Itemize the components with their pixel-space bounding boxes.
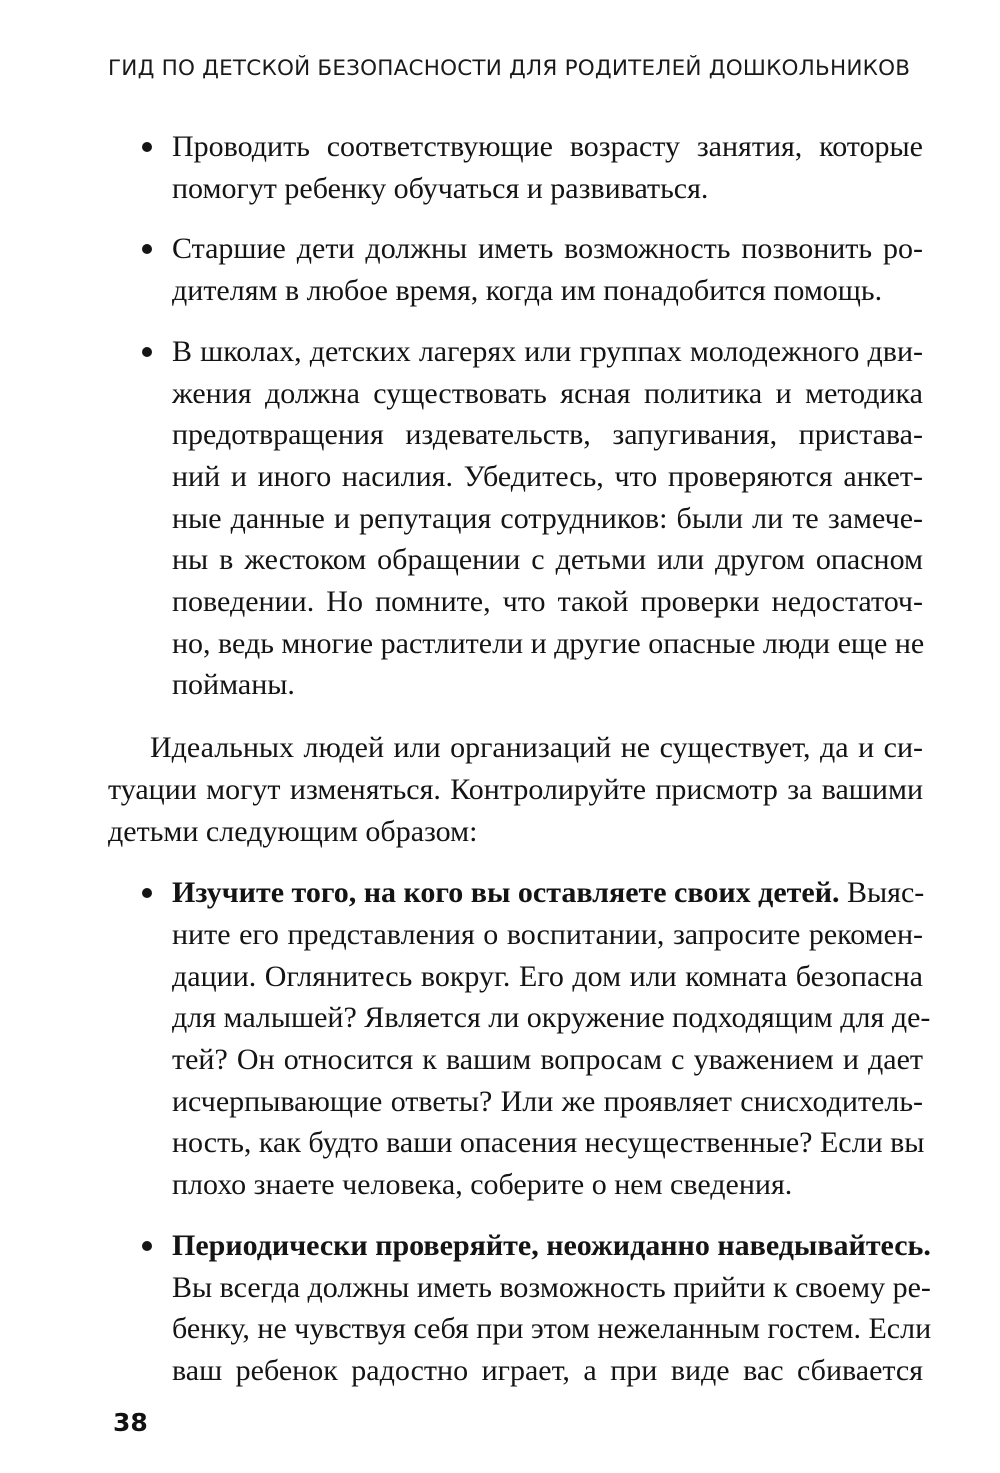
text-line: ность, как будто ваши опасения несущественные? Если вы (172, 1126, 925, 1160)
text-line: бенку, не чувствуя себя при этом нежеланным гостем. Если (172, 1312, 932, 1346)
text-line (172, 872, 923, 914)
text-line: ните его представления о воспитании, запросите рекомен- (172, 917, 923, 951)
page-number: 38 (113, 1408, 148, 1437)
text-line: пойманы. (172, 668, 295, 702)
text-line: жения должна существовать ясная политика и методика (172, 376, 923, 410)
bullet-icon (142, 244, 152, 254)
bullet-icon (142, 888, 152, 898)
text-line: Идеальных людей или организаций не существует, да и си- (150, 731, 923, 765)
list-item (108, 126, 923, 209)
running-header: ГИД ПО ДЕТСКОЙ БЕЗОПАСНОСТИ ДЛЯ РОДИТЕЛЕЙ ДОШКОЛЬНИКОВ (108, 56, 911, 81)
text-line: Старшие дети должны иметь возможность позвонить ро- (172, 232, 923, 266)
text-line: поведении. Но помните, что такой проверки недостаточ- (172, 585, 923, 619)
text-line: ний и иного насилия. Убедитесь, что проверяются анкет- (172, 459, 923, 493)
text-line: туации могут изменяться. Контролируйте присмотр за вашими (108, 772, 923, 806)
text-line: В школах, детских лагерях или группах молодежного дви- (172, 334, 923, 368)
text-line: Проводить соответствующие возрасту занятия, которые (172, 130, 923, 163)
text-line: детьми следующим образом: (108, 814, 478, 848)
text-line: но, ведь многие растлители и другие опасные люди еще не (172, 626, 925, 660)
text-line: ваш ребенок радостно играет, а при виде вас сбивается (172, 1353, 923, 1387)
body-paragraph (108, 727, 923, 852)
text-line: дации. Оглянитесь вокруг. Его дом или комната безопасна (172, 959, 923, 993)
text-line: ны в жестоком обращении с детьми или другом опасном (172, 543, 923, 577)
list-item (108, 331, 923, 706)
text-line: исчерпывающие ответы? Или же проявляет снисходитель- (172, 1084, 923, 1118)
page-body (108, 126, 932, 1392)
text-line: ные данные и репутация сотрудников: были ли те замече- (172, 501, 923, 535)
bullet-list-supervision-tips (108, 872, 932, 1391)
text-line: тей? Он относится к вашим вопросам с уважением и дает (172, 1043, 923, 1077)
text-line: Вы всегда должны иметь возможность прийти к своему ре- (172, 1270, 931, 1304)
list-item (108, 872, 931, 1206)
bullet-icon (142, 142, 152, 152)
text-line: плохо знаете человека, соберите о нем сведения. (172, 1168, 793, 1202)
text-line: помогут ребенку обучаться и развиваться. (172, 171, 709, 205)
text-line: предотвращения издевательств, запугивания, пристава- (172, 418, 923, 452)
text-line: дителям в любое время, когда им понадобится помощь. (172, 274, 883, 308)
text-line: для малышей? Является ли окружение подходящим для де- (172, 1001, 931, 1035)
bullet-icon (142, 347, 152, 357)
list-item (108, 228, 923, 311)
lead-tail-text: Выяс- (839, 876, 925, 910)
bold-lead-phrase: Периодически проверяйте, неожиданно наведывайтесь. (172, 1228, 931, 1262)
bold-lead-phrase: Изучите того, на кого вы оставляете своих детей. (172, 876, 840, 910)
bullet-list-safety-measures (108, 126, 923, 706)
list-item (108, 1225, 932, 1392)
bullet-icon (142, 1241, 152, 1251)
